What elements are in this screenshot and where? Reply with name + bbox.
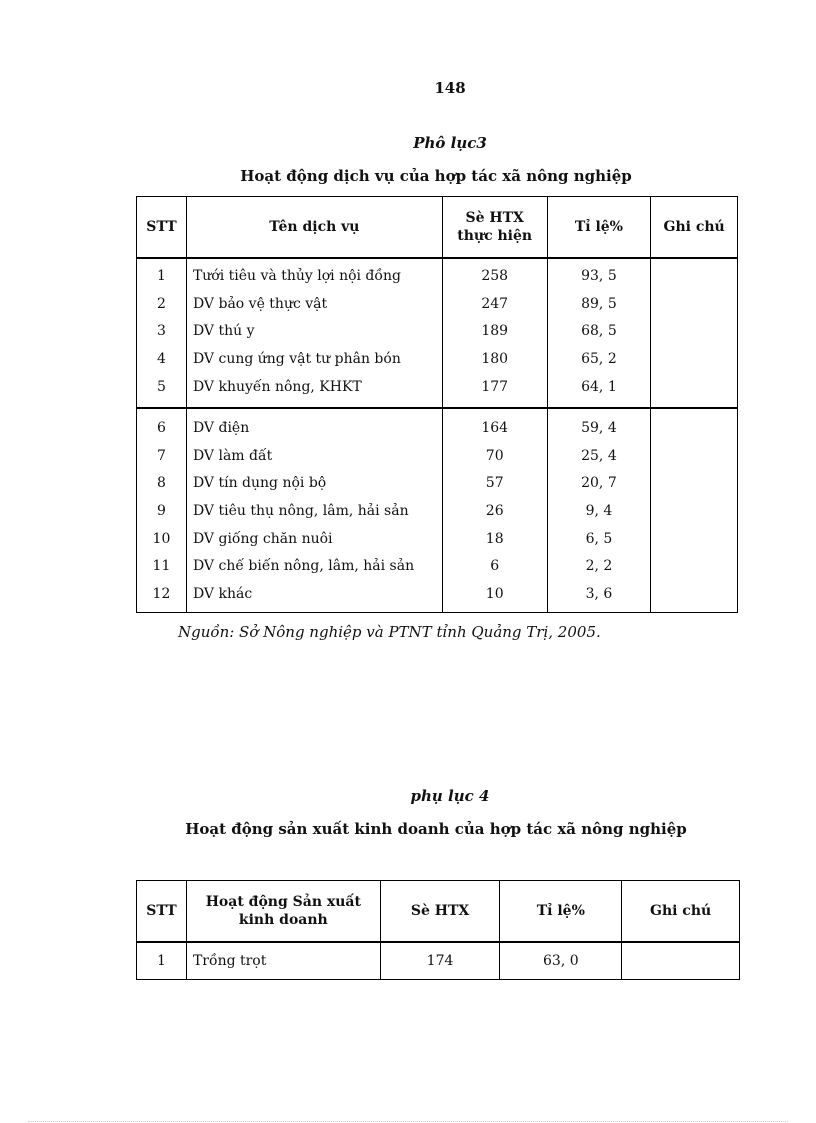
- services-table-body: [137, 258, 738, 613]
- percentage-cell: 59, 4: [547, 408, 651, 443]
- production-table-body: [137, 942, 740, 980]
- table-row: [137, 443, 738, 471]
- appendix-4-label: phụ lục 4: [410, 787, 490, 805]
- percentage-cell: 6, 5: [547, 525, 651, 553]
- services-table: [136, 196, 738, 613]
- table-row: [137, 373, 738, 408]
- header-service-name: Tên dịch vụ: [186, 197, 442, 259]
- name-cell: DV giống chăn nuôi: [186, 525, 442, 553]
- count-cell: 189: [442, 318, 547, 346]
- name-cell: DV thú y: [186, 318, 442, 346]
- stt-cell: 10: [137, 525, 187, 553]
- stt-cell: 2: [137, 291, 187, 319]
- count-cell: 164: [442, 408, 547, 443]
- note-cell: [651, 470, 738, 498]
- header-activity-name: Hoạt động Sản xuất kinh doanh: [186, 881, 380, 943]
- stt-cell: 7: [137, 443, 187, 471]
- note-cell: [651, 553, 738, 581]
- count-cell: 18: [442, 525, 547, 553]
- page-number: 148: [434, 79, 466, 97]
- appendix-3-title: Hoạt động dịch vụ của hợp tác xã nông nghiệp: [240, 167, 632, 185]
- table-row: [137, 318, 738, 346]
- note-cell: [651, 581, 738, 613]
- count-cell: 70: [442, 443, 547, 471]
- percentage-cell: 68, 5: [547, 318, 651, 346]
- appendix-3-label: Phô lục3: [413, 134, 487, 152]
- count-cell: 177: [442, 373, 547, 408]
- header-note: Ghi chú: [622, 881, 740, 943]
- header-stt: STT: [137, 881, 187, 943]
- count-cell: 10: [442, 581, 547, 613]
- count-cell: 258: [442, 258, 547, 291]
- note-cell: [651, 291, 738, 319]
- percentage-cell: 63, 0: [500, 942, 622, 980]
- name-cell: DV khuyến nông, KHKT: [186, 373, 442, 408]
- name-cell: DV điện: [186, 408, 442, 443]
- header-percentage: Tỉ lệ%: [500, 881, 622, 943]
- note-cell: [651, 373, 738, 408]
- header-stt: STT: [137, 197, 187, 259]
- count-cell: 26: [442, 498, 547, 526]
- table-row: [137, 470, 738, 498]
- stt-cell: 6: [137, 408, 187, 443]
- table-row: [137, 408, 738, 443]
- stt-cell: 5: [137, 373, 187, 408]
- note-cell: [651, 346, 738, 374]
- count-cell: 6: [442, 553, 547, 581]
- appendix-4-title: Hoạt động sản xuất kinh doanh của hợp tác xã nông nghiệp: [185, 820, 687, 838]
- table-row: [137, 498, 738, 526]
- stt-cell: 1: [137, 258, 187, 291]
- page-bottom-rule: [28, 1121, 788, 1122]
- percentage-cell: 65, 2: [547, 346, 651, 374]
- name-cell: DV chế biến nông, lâm, hải sản: [186, 553, 442, 581]
- percentage-cell: 2, 2: [547, 553, 651, 581]
- note-cell: [651, 525, 738, 553]
- note-cell: [651, 498, 738, 526]
- header-percentage: Tỉ lệ%: [547, 197, 651, 259]
- table-header-row: [137, 197, 738, 259]
- note-cell: [622, 942, 740, 980]
- name-cell: DV cung ứng vật tư phân bón: [186, 346, 442, 374]
- name-cell: DV tiêu thụ nông, lâm, hải sản: [186, 498, 442, 526]
- note-cell: [651, 408, 738, 443]
- percentage-cell: 64, 1: [547, 373, 651, 408]
- count-cell: 57: [442, 470, 547, 498]
- note-cell: [651, 443, 738, 471]
- count-cell: 174: [380, 942, 500, 980]
- percentage-cell: 89, 5: [547, 291, 651, 319]
- source-note: Nguồn: Sở Nông nghiệp và PTNT tỉnh Quảng Trị, 2005.: [178, 623, 601, 641]
- name-cell: DV tín dụng nội bộ: [186, 470, 442, 498]
- count-cell: 247: [442, 291, 547, 319]
- name-cell: Tưới tiêu và thủy lợi nội đồng: [186, 258, 442, 291]
- percentage-cell: 20, 7: [547, 470, 651, 498]
- table-row: [137, 581, 738, 613]
- stt-cell: 12: [137, 581, 187, 613]
- percentage-cell: 93, 5: [547, 258, 651, 291]
- percentage-cell: 9, 4: [547, 498, 651, 526]
- percentage-cell: 25, 4: [547, 443, 651, 471]
- percentage-cell: 3, 6: [547, 581, 651, 613]
- name-cell: DV làm đất: [186, 443, 442, 471]
- note-cell: [651, 318, 738, 346]
- header-cooperative-count: Sè HTX: [380, 881, 500, 943]
- table-row: [137, 291, 738, 319]
- name-cell: DV khác: [186, 581, 442, 613]
- table-header-row: [137, 881, 740, 943]
- production-table: [136, 880, 740, 980]
- header-note: Ghi chú: [651, 197, 738, 259]
- stt-cell: 3: [137, 318, 187, 346]
- table-row: [137, 258, 738, 291]
- name-cell: DV bảo vệ thực vật: [186, 291, 442, 319]
- table-row: [137, 553, 738, 581]
- header-cooperative-count: Sè HTX thực hiện: [442, 197, 547, 259]
- table-row: [137, 525, 738, 553]
- stt-cell: 11: [137, 553, 187, 581]
- stt-cell: 8: [137, 470, 187, 498]
- count-cell: 180: [442, 346, 547, 374]
- table-row: [137, 942, 740, 980]
- stt-cell: 4: [137, 346, 187, 374]
- table-row: [137, 346, 738, 374]
- stt-cell: 1: [137, 942, 187, 980]
- name-cell: Trồng trọt: [186, 942, 380, 980]
- note-cell: [651, 258, 738, 291]
- stt-cell: 9: [137, 498, 187, 526]
